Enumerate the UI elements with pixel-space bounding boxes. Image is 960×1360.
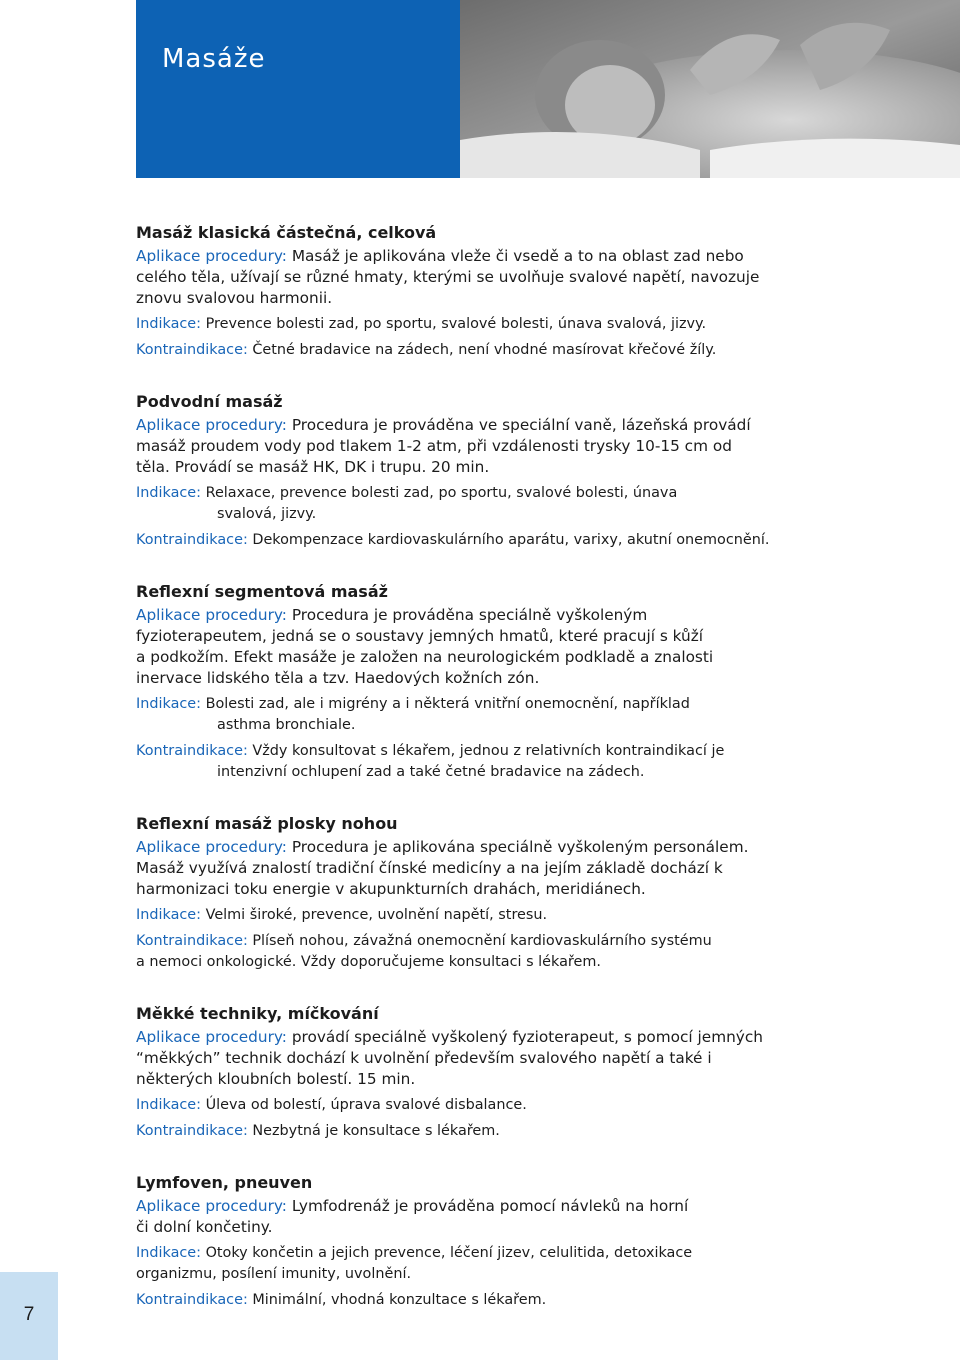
indication-label: Indikace:	[136, 485, 202, 501]
section-title: Masáž klasická částečná, celková	[136, 223, 437, 242]
section-reflexni-segmentova	[136, 581, 846, 783]
section-podvodni	[136, 391, 846, 551]
header-banner	[136, 0, 460, 178]
application-label: Aplikace procedury:	[136, 247, 287, 265]
section-title: Měkké techniky, míčkování	[136, 1004, 379, 1023]
indication-text: Indikace: Bolesti zad, ale i migrény a i některá vnitřní onemocnění, například asthma bronchiale.	[136, 696, 690, 733]
contraindication-text: Kontraindikace: Nezbytná je konsultace s lékařem.	[136, 1123, 500, 1139]
contraindication-text: Kontraindikace: Četné bradavice na zádech, není vhodné masírovat křečové žíly.	[136, 342, 717, 358]
contraindication-label: Kontraindikace:	[136, 743, 248, 759]
application-text: Aplikace procedury: Masáž je aplikována vleže či vsedě a to na oblast zad nebo celého těla, užívají se různé hmaty, kterými se uvolňuje svalové napětí, navozuje znovu svalovou harmonii.	[136, 247, 760, 307]
indication-label: Indikace:	[136, 1245, 202, 1261]
application-label: Aplikace procedury:	[136, 606, 287, 624]
section-title: Reflexní segmentová masáž	[136, 582, 388, 601]
contraindication-text: Kontraindikace: Vždy konsultovat s lékařem, jednou z relativních kontraindikací je intenzivní ochlupení zad a také četné bradavice na zádech.	[136, 743, 725, 780]
application-text: Aplikace procedury: Procedura je prováděna speciálně vyškoleným fyzioterapeutem, jedná se o soustavy jemných hmatů, které pracují s kůží a podkožím. Efekt masáže je založen na neurologickém podkladě a znalosti inervace lidského těla a tzv. Haedových kožních zón.	[136, 606, 714, 687]
massage-photo	[460, 0, 960, 178]
page-title: Masáže	[162, 44, 266, 74]
indication-label: Indikace:	[136, 1097, 202, 1113]
section-title: Podvodní masáž	[136, 392, 283, 411]
indication-text: Indikace: Relaxace, prevence bolesti zad, po sportu, svalové bolesti, únava svalová, jizvy.	[136, 485, 678, 522]
indication-text: Indikace: Úleva od bolestí, úprava svalové disbalance.	[136, 1097, 527, 1113]
indication-text: Indikace: Prevence bolesti zad, po sportu, svalové bolesti, únava svalová, jizvy.	[136, 316, 707, 332]
indication-text: Indikace: Velmi široké, prevence, uvolnění napětí, stresu.	[136, 907, 548, 923]
contraindication-label: Kontraindikace:	[136, 933, 248, 949]
application-label: Aplikace procedury:	[136, 1028, 287, 1046]
contraindication-label: Kontraindikace:	[136, 1292, 248, 1308]
section-lymfoven	[136, 1172, 846, 1311]
application-text: Aplikace procedury: Lymfodrenáž je prováděna pomocí návleků na horní či dolní končetiny.	[136, 1197, 689, 1236]
contraindication-text: Kontraindikace: Dekompenzace kardiovaskulárního aparátu, varixy, akutní onemocnění.	[136, 532, 770, 548]
section-mekke-techniky	[136, 1003, 846, 1142]
article-body	[136, 222, 846, 1341]
section-plosky-nohou	[136, 813, 846, 973]
page-number: 7	[23, 1304, 35, 1325]
indication-text: Indikace: Otoky končetin a jejich prevence, léčení jizev, celulitida, detoxikace organizmu, posílení imunity, uvolnění.	[136, 1245, 693, 1282]
contraindication-label: Kontraindikace:	[136, 1123, 248, 1139]
application-label: Aplikace procedury:	[136, 1197, 287, 1215]
application-label: Aplikace procedury:	[136, 416, 287, 434]
indication-label: Indikace:	[136, 907, 202, 923]
contraindication-label: Kontraindikace:	[136, 532, 248, 548]
indication-label: Indikace:	[136, 696, 202, 712]
application-label: Aplikace procedury:	[136, 838, 287, 856]
section-title: Reflexní masáž plosky nohou	[136, 814, 398, 833]
application-text: Aplikace procedury: Procedura je prováděna ve speciální vaně, lázeňská provádí masáž proudem vody pod tlakem 1-2 atm, při vzdálenosti trysky 10-15 cm od těla. Provádí se masáž HK, DK i trupu. 20 min.	[136, 416, 751, 476]
section-title: Lymfoven, pneuven	[136, 1173, 313, 1192]
indication-label: Indikace:	[136, 316, 202, 332]
contraindication-text: Kontraindikace: Plíseň nohou, závažná onemocnění kardiovaskulárního systému a nemoci onkologické. Vždy doporučujeme konsultaci s lékařem.	[136, 933, 712, 970]
application-text: Aplikace procedury: provádí speciálně vyškolený fyzioterapeut, s pomocí jemných “měkkých” technik dochází k uvolnění především svalového napětí a také i některých kloubních bolestí. 15 min.	[136, 1028, 763, 1088]
contraindication-text: Kontraindikace: Minimální, vhodná konzultace s lékařem.	[136, 1292, 547, 1308]
contraindication-label: Kontraindikace:	[136, 342, 248, 358]
section-klasicka	[136, 222, 846, 361]
application-text: Aplikace procedury: Procedura je aplikována speciálně vyškoleným personálem. Masáž využívá znalostí tradiční čínské medicíny a na jejím základě dochází k harmonizaci toku energie v akupunkturních drahách, meridiánech.	[136, 838, 749, 898]
